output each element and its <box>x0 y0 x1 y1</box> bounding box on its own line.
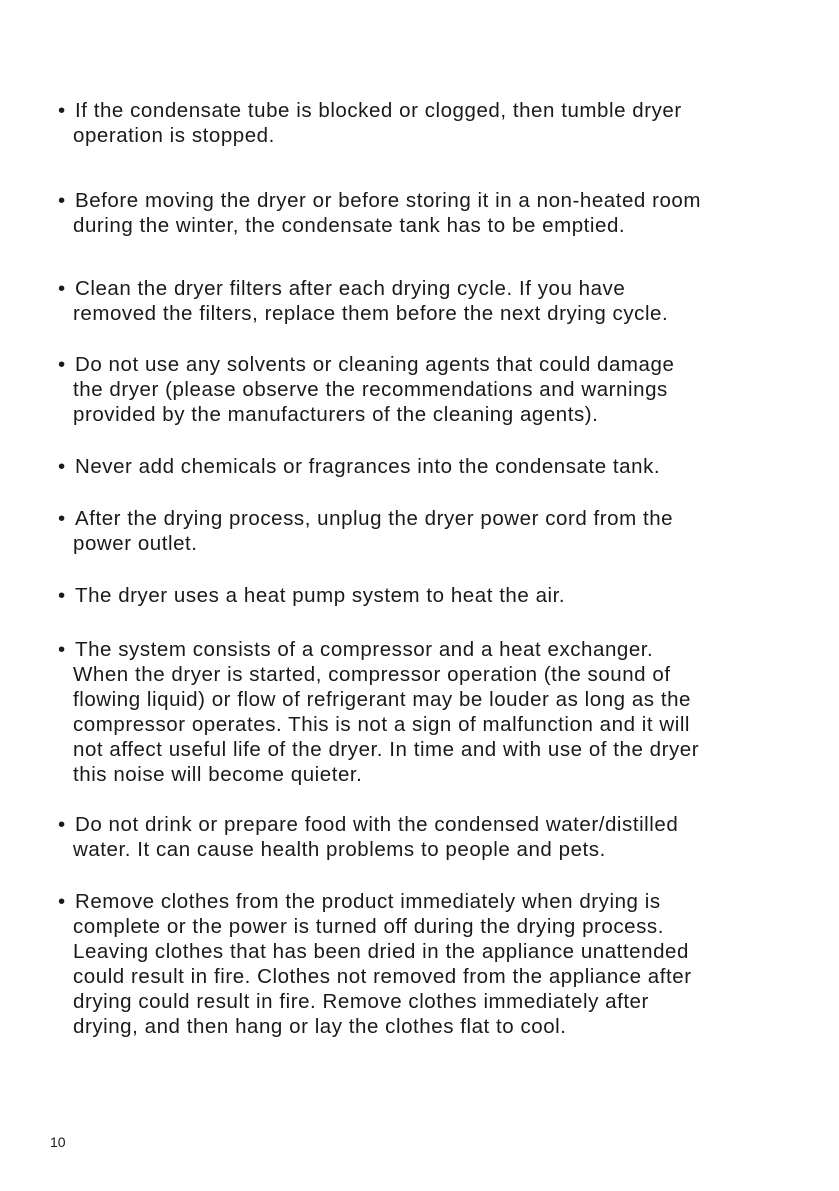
bullet-item-unplug <box>58 506 778 556</box>
bullet-item-remove-clothes <box>58 889 778 1039</box>
bullet-item-moving-dryer <box>58 188 778 238</box>
bullet-line: Before moving the dryer or before storing it in a non-heated room <box>75 189 702 212</box>
bullet-line: The system consists of a compressor and a heat exchanger. <box>75 638 654 661</box>
bullet-dot: • <box>58 507 66 530</box>
bullet-dot: • <box>58 890 66 913</box>
bullet-line: provided by the manufacturers of the cleaning agents). <box>73 403 599 426</box>
bullet-line: Clean the dryer filters after each drying cycle. If you have <box>75 277 626 300</box>
bullet-line: If the condensate tube is blocked or clogged, then tumble dryer <box>75 99 682 122</box>
page-number: 10 <box>50 1134 66 1150</box>
bullet-dot: • <box>58 277 66 300</box>
bullet-line: the dryer (please observe the recommendations and warnings <box>73 378 668 401</box>
bullet-line: After the drying process, unplug the dryer power cord from the <box>75 507 674 530</box>
bullet-item-clean-filters <box>58 276 778 326</box>
bullet-line: Do not drink or prepare food with the condensed water/distilled <box>75 813 679 836</box>
bullet-line: power outlet. <box>73 532 198 555</box>
bullet-dot: • <box>58 99 66 122</box>
bullet-item-chemicals <box>58 454 778 479</box>
bullet-item-condensed-water <box>58 812 778 862</box>
bullet-line: flowing liquid) or flow of refrigerant may be louder as long as the <box>73 688 691 711</box>
bullet-line: this noise will become quieter. <box>73 763 363 786</box>
bullet-line: removed the filters, replace them before the next drying cycle. <box>73 302 669 325</box>
bullet-line: water. It can cause health problems to people and pets. <box>73 838 606 861</box>
bullet-line: not affect useful life of the dryer. In time and with use of the dryer <box>73 738 700 761</box>
bullet-line: complete or the power is turned off during the drying process. <box>73 915 664 938</box>
bullet-item-compressor <box>58 637 778 787</box>
bullet-line: Never add chemicals or fragrances into the condensate tank. <box>75 455 661 478</box>
bullet-line: Leaving clothes that has been dried in the appliance unattended <box>73 940 689 963</box>
bullet-dot: • <box>58 455 66 478</box>
bullet-line: Remove clothes from the product immediately when drying is <box>75 890 661 913</box>
bullet-item-condensate-tube <box>58 98 778 148</box>
bullet-item-solvents <box>58 352 778 427</box>
bullet-dot: • <box>58 638 66 661</box>
bullet-line: When the dryer is started, compressor operation (the sound of <box>73 663 671 686</box>
bullet-line: operation is stopped. <box>73 124 275 147</box>
bullet-dot: • <box>58 813 66 836</box>
bullet-line: drying, and then hang or lay the clothes flat to cool. <box>73 1015 567 1038</box>
bullet-line: compressor operates. This is not a sign of malfunction and it will <box>73 713 691 736</box>
bullet-line: during the winter, the condensate tank has to be emptied. <box>73 214 626 237</box>
bullet-dot: • <box>58 584 66 607</box>
bullet-dot: • <box>58 189 66 212</box>
bullet-line: Do not use any solvents or cleaning agents that could damage <box>75 353 675 376</box>
bullet-item-heat-pump <box>58 583 778 608</box>
bullet-dot: • <box>58 353 66 376</box>
bullet-line: could result in fire. Clothes not removed from the appliance after <box>73 965 692 988</box>
bullet-line: The dryer uses a heat pump system to heat the air. <box>75 584 566 607</box>
bullet-line: drying could result in fire. Remove clothes immediately after <box>73 990 649 1013</box>
